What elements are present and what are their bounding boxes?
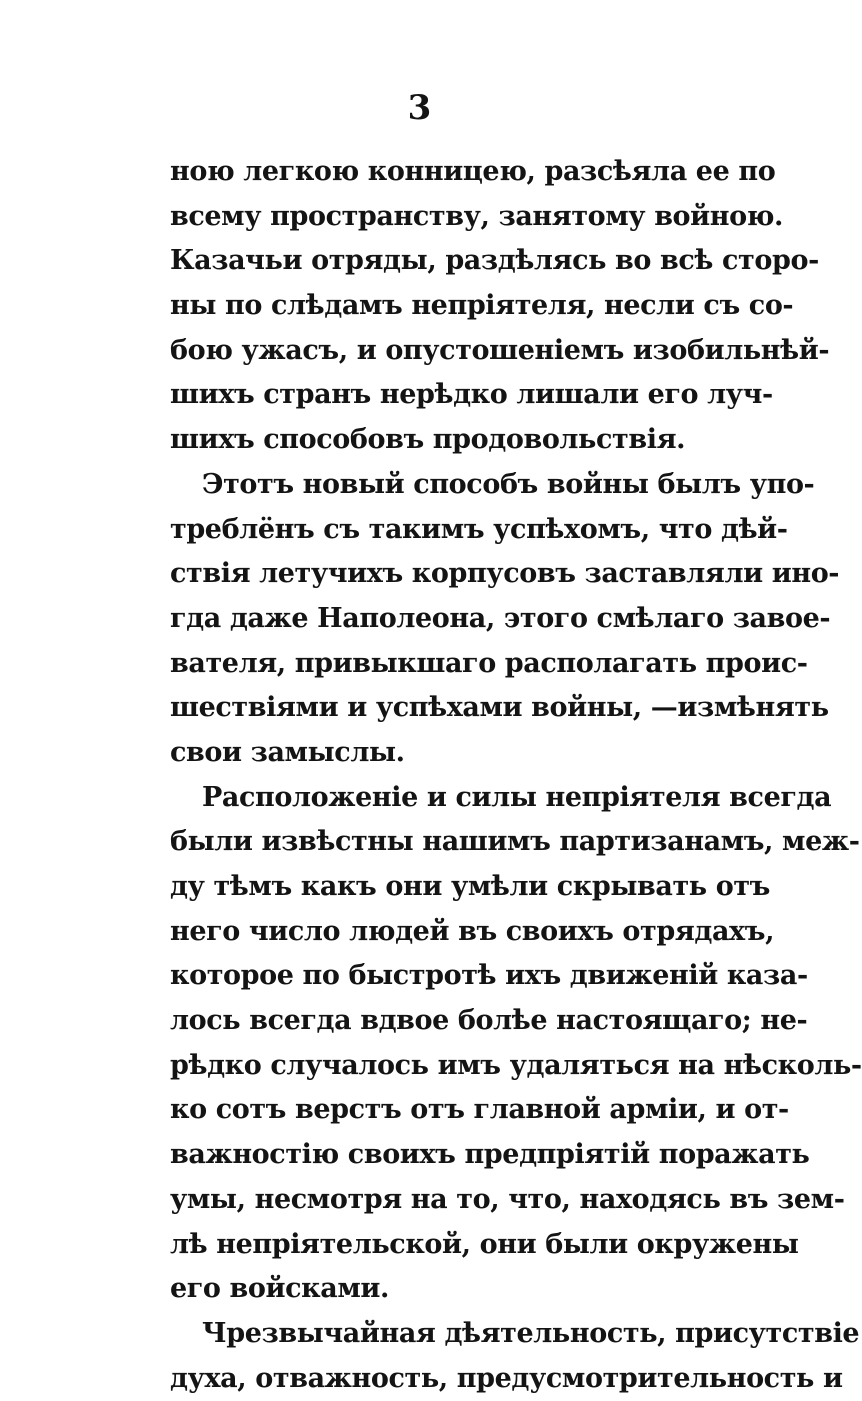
paragraph-2	[170, 463, 840, 776]
text-line: шествіями и успѣхами войны, —измѣнять	[170, 692, 829, 724]
text-line: важностію своихъ предпріятій поражать	[170, 1139, 810, 1171]
text-line: шихъ способовъ продовольствія.	[170, 424, 686, 456]
text-line: треблёнъ съ такимъ успѣхомъ, что дѣй-	[170, 513, 788, 545]
text-line: ствія летучихъ корпусовъ заставляли ино-	[170, 558, 840, 590]
text-line: всему пространству, занятому войною.	[170, 200, 784, 232]
paragraph-3	[170, 776, 862, 1312]
paragraph-1	[170, 150, 830, 463]
text-line: духа, отважность, предусмотрительность и	[170, 1362, 843, 1394]
text-line: умы, несмотря на то, что, находясь въ зем-	[170, 1183, 845, 1215]
text-line: свои замыслы.	[170, 736, 405, 768]
text-line: его войсками.	[170, 1273, 390, 1305]
text-line: Расположеніе и силы непріятеля всегда	[202, 781, 832, 813]
text-line: Казачьи отряды, раздѣлясь во всѣ сторо-	[170, 245, 819, 277]
text-line: Этотъ новый способъ войны былъ упо-	[202, 468, 815, 500]
page-number: 3	[407, 88, 433, 128]
text-line: лѣ непріятельской, они были окружены	[170, 1228, 799, 1260]
text-line: гда даже Наполеона, этого смѣлаго завое-	[170, 602, 831, 634]
text-line: шихъ странъ нерѣдко лишали его луч-	[170, 379, 773, 411]
text-line: лось всегда вдвое болѣе настоящаго; не-	[170, 1005, 808, 1037]
text-line: ко сотъ верстъ отъ главной арміи, и от-	[170, 1094, 789, 1126]
text-line: бою ужасъ, и опустошеніемъ изобильнѣй-	[170, 334, 830, 366]
text-line: рѣдко случалось имъ удаляться на нѣсколь-	[170, 1049, 862, 1081]
paragraph-4	[170, 1312, 860, 1401]
text-line: были извѣстны нашимъ партизанамъ, меж-	[170, 826, 860, 858]
text-line: него число людей въ своихъ отрядахъ,	[170, 915, 775, 947]
text-line: ны по слѣдамъ непріятеля, несли съ со-	[170, 290, 794, 322]
text-line: ду тѣмъ какъ они умѣли скрывать отъ	[170, 871, 770, 902]
text-line: вателя, привыкшаго располагать проис-	[170, 647, 808, 679]
text-line: ною легкою конницею, разсѣяла ее по	[170, 156, 776, 187]
text-line: Чрезвычайная дѣятельность, присутствіе	[202, 1317, 860, 1349]
text-line: которое по быстротѣ ихъ движеній каза-	[170, 960, 808, 992]
body-text	[170, 150, 862, 1401]
